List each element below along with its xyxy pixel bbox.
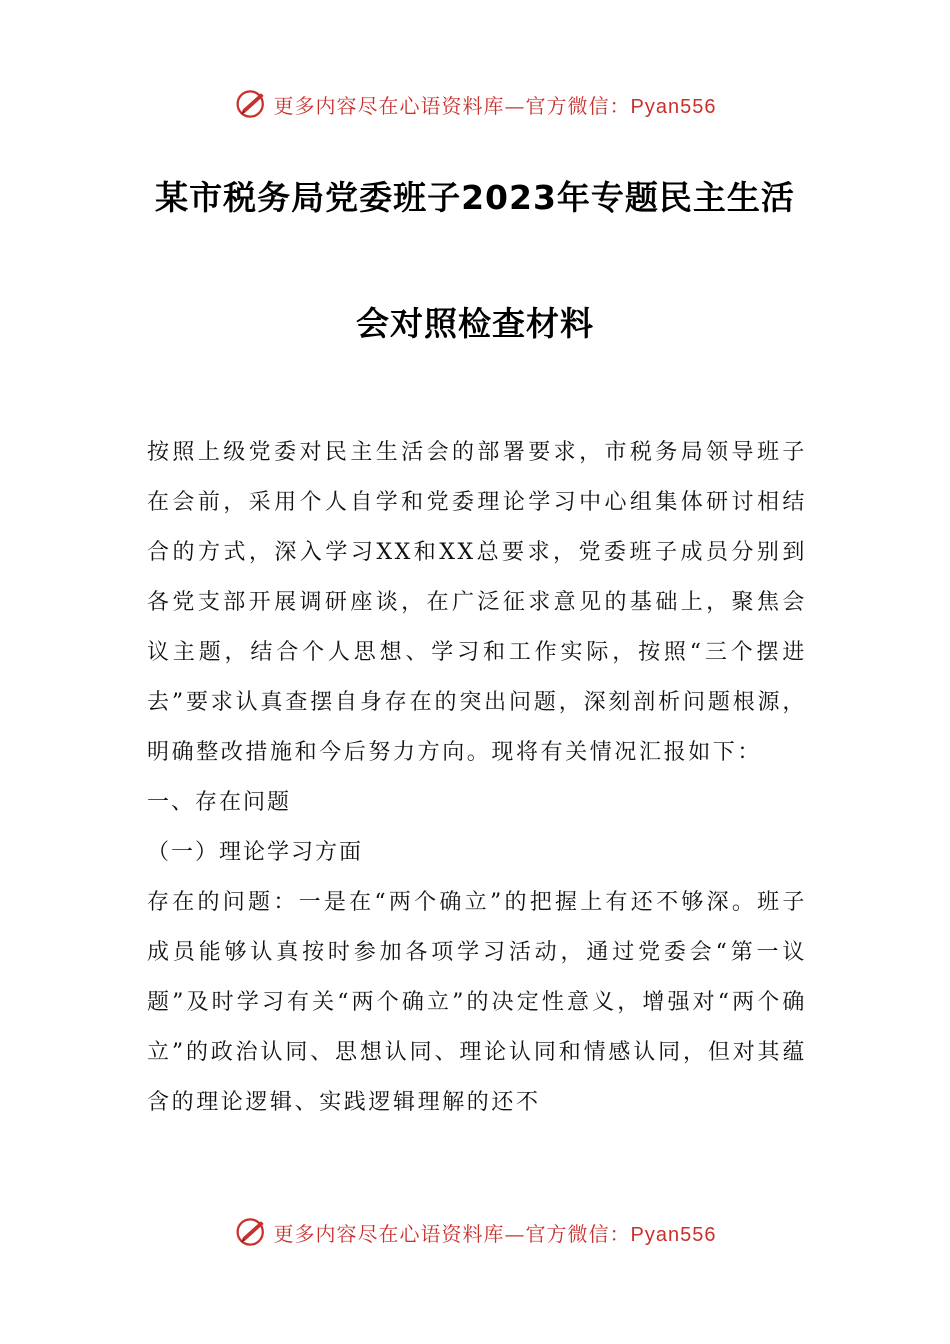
problem-paragraph: 存在的问题：一是在“两个确立”的把握上有还不够深。班子成员能够认真按时参加各项学习活动，通过党委会“第一议题”及时学习有关“两个确立”的决定性意义，增强对“两个确立”的政治认同、思想认同、理论认同和情感认同，但对其蕴含的理论逻辑、实践逻辑理解的还不 [147,890,807,1115]
watermark-site-text: 更多内容尽在心语资料库—官方微信： [273,93,631,118]
pen-logo-icon [234,86,270,122]
subsection-heading-theory-study: （一）理论学习方面 [147,840,364,865]
pen-logo-icon [234,1214,270,1250]
watermark-wechat-id: Pyan556 [630,1223,717,1246]
watermark-text [274,1218,717,1247]
watermark-text [274,90,717,119]
document-title-line-1: 某市税务局党委班子2023年专题民主生活 [155,178,795,217]
intro-paragraph: 按照上级党委对民主生活会的部署要求，市税务局领导班子在会前，采用个人自学和党委理论学习中心组集体研讨相结合的方式，深入学习XX和XX总要求，党委班子成员分别到各党支部开展调研座谈，在广泛征求意见的基础上，聚焦会议主题，结合个人思想、学习和工作实际，按照“三个摆进去”要求认真查摆自身存在的突出问题，深刻剖析问题根源，明确整改措施和今后努力方向。现将有关情况汇报如下： [147,440,807,765]
header-watermark [0,84,950,124]
watermark-site-text: 更多内容尽在心语资料库—官方微信： [273,1221,631,1246]
footer-watermark [0,1212,950,1252]
document-body [147,428,807,1128]
document-title-line-2: 会对照检查材料 [356,304,594,343]
watermark-wechat-id: Pyan556 [630,95,717,118]
section-heading-problems: 一、存在问题 [147,790,292,815]
